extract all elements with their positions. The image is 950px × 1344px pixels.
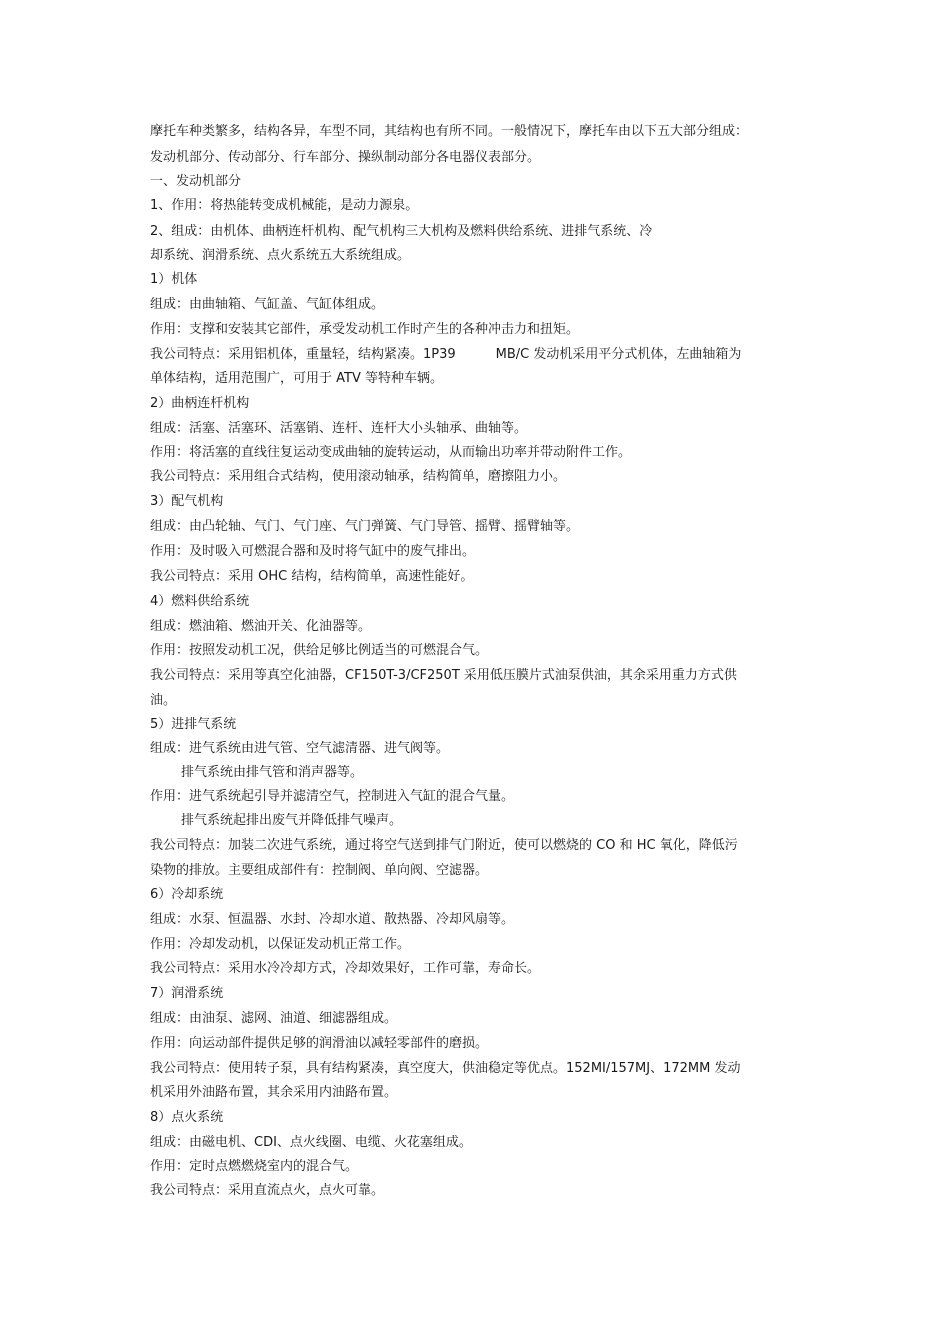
intro-line-2: 发动机部分、传动部分、行车部分、操纵制动部分各电器仪表部分。 (150, 150, 541, 165)
part-7-function: 作用：向运动部件提供足够的润滑油以减轻零部件的磨损。 (150, 1036, 489, 1051)
part-2-feature: 我公司特点：采用组合式结构，使用滚动轴承，结构简单，磨擦阻力小。 (150, 469, 567, 484)
part-3-composition: 组成：由凸轮轴、气门、气门座、气门弹簧、气门导管、摇臂、摇臂轴等。 (150, 519, 580, 534)
part-5-title: 5）进排气系统 (150, 717, 237, 732)
document-body (150, 119, 810, 1203)
part-7-feature-line-2: 机采用外油路布置，其余采用内油路布置。 (150, 1085, 398, 1100)
function-line: 1、作用：将热能转变成机械能，是动力源泉。 (150, 198, 419, 213)
part-1-feature-line-2: 单体结构，适用范围广，可用于 ATV 等特种车辆。 (150, 371, 443, 386)
part-4-function: 作用：按照发动机工况，供给足够比例适当的可燃混合气。 (150, 643, 489, 658)
composition-line-2: 却系统、润滑系统、点火系统五大系统组成。 (150, 248, 411, 263)
part-6-function: 作用：冷却发动机，以保证发动机正常工作。 (150, 937, 411, 952)
part-5-composition-line-2: 排气系统由排气管和消声器等。 (181, 765, 364, 780)
part-4-title: 4）燃料供给系统 (150, 594, 250, 609)
part-8-title: 8）点火系统 (150, 1110, 224, 1125)
part-3-feature: 我公司特点：采用 OHC 结构，结构简单，高速性能好。 (150, 569, 474, 584)
part-5-composition-line-1: 组成：进气系统由进气管、空气滤清器、进气阀等。 (150, 741, 450, 756)
part-8-function: 作用：定时点燃燃烧室内的混合气。 (150, 1159, 359, 1174)
part-1-function: 作用：支撑和安装其它部件，承受发动机工作时产生的各种冲击力和扭矩。 (150, 322, 580, 337)
part-3-function: 作用：及时吸入可燃混合器和及时将气缸中的废气排出。 (150, 544, 476, 559)
part-7-feature-line-1: 我公司特点：使用转子泵，具有结构紧凑，真空度大，供油稳定等优点。152MI/157MJ、172MM 发动 (150, 1061, 741, 1076)
part-7-title: 7）润滑系统 (150, 986, 224, 1001)
part-1-feature-part-b: MB/C 发动机采用平分式机体，左曲轴箱为 (495, 347, 742, 362)
section-heading: 一、发动机部分 (150, 174, 242, 189)
part-1-title: 1）机体 (150, 272, 198, 287)
part-1-feature-part-a: 我公司特点：采用铝机体，重量轻，结构紧凑。1P39 (150, 347, 456, 362)
part-2-composition: 组成：活塞、活塞环、活塞销、连杆、连杆大小头轴承、曲轴等。 (150, 421, 528, 436)
part-3-title: 3）配气机构 (150, 494, 224, 509)
part-6-composition: 组成：水泵、恒温器、水封、冷却水道、散热器、冷却风扇等。 (150, 912, 515, 927)
intro-line-1: 摩托车种类繁多，结构各异，车型不同，其结构也有所不同。一般情况下，摩托车由以下五大部分组成： (150, 124, 749, 139)
part-2-function: 作用：将活塞的直线往复运动变成曲轴的旋转运动，从而输出功率并带动附件工作。 (150, 445, 632, 460)
part-4-composition: 组成：燃油箱、燃油开关、化油器等。 (150, 619, 372, 634)
part-6-title: 6）冷却系统 (150, 887, 224, 902)
part-4-feature-line-1: 我公司特点：采用等真空化油器，CF150T-3/CF250T 采用低压膜片式油泵供油，其余采用重力方式供 (150, 668, 737, 683)
part-2-title: 2）曲柄连杆机构 (150, 396, 250, 411)
part-8-composition: 组成：由磁电机、CDI、点火线圈、电缆、火花塞组成。 (150, 1135, 472, 1150)
part-1-composition: 组成：由曲轴箱、气缸盖、气缸体组成。 (150, 297, 385, 312)
part-5-feature-line-1: 我公司特点：加装二次进气系统，通过将空气送到排气门附近，使可以燃烧的 CO 和 HC 氧化，降低污 (150, 838, 738, 853)
part-5-function-line-1: 作用：进气系统起引导并滤清空气，控制进入气缸的混合气量。 (150, 789, 515, 804)
part-6-feature: 我公司特点：采用水冷冷却方式，冷却效果好，工作可靠，寿命长。 (150, 961, 541, 976)
part-4-feature-line-2: 油。 (150, 693, 177, 708)
part-7-composition: 组成：由油泵、滤网、油道、细滤器组成。 (150, 1011, 398, 1026)
part-5-feature-line-2: 染物的排放。主要组成部件有：控制阀、单向阀、空滤器。 (150, 863, 489, 878)
part-5-function-line-2: 排气系统起排出废气并降低排气噪声。 (181, 813, 403, 828)
composition-line-1: 2、组成：由机体、曲柄连杆机构、配气机构三大机构及燃料供给系统、进排气系统、冷 (150, 224, 653, 239)
part-8-feature: 我公司特点：采用直流点火，点火可靠。 (150, 1183, 385, 1198)
part-1-feature-line-1 (150, 343, 810, 367)
